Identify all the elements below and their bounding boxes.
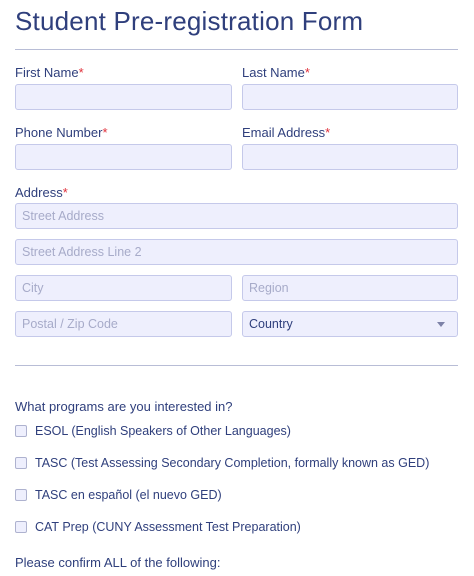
first-name-label [15,65,84,80]
country-select-value: Country [249,317,293,331]
city-input[interactable] [15,275,232,301]
email-input[interactable] [242,144,458,170]
address-label-text: Address [15,185,63,200]
last-name-label-text: Last Name [242,65,305,80]
program-option-cat-prep[interactable] [15,520,301,534]
postal-code-input[interactable] [15,311,232,337]
phone-input[interactable] [15,144,232,170]
program-option-label: TASC (Test Assessing Secondary Completion, formally known as GED) [35,456,430,470]
checkbox[interactable] [15,489,27,501]
checkbox[interactable] [15,457,27,469]
program-option-tasc-espanol[interactable] [15,488,222,502]
first-name-label-text: First Name [15,65,79,80]
phone-label-text: Phone Number [15,125,103,140]
title-divider [15,49,458,50]
street-address-input[interactable] [15,203,458,229]
required-mark: * [78,65,84,80]
required-mark: * [325,125,331,140]
checkbox[interactable] [15,425,27,437]
program-option-esol[interactable] [15,424,291,438]
phone-label [15,125,108,140]
required-mark: * [62,185,68,200]
programs-question: What programs are you interested in? [15,399,233,414]
region-input[interactable] [242,275,458,301]
last-name-input[interactable] [242,84,458,110]
street-address-line2-input[interactable] [15,239,458,265]
program-option-label: TASC en español (el nuevo GED) [35,488,222,502]
checkbox[interactable] [15,521,27,533]
first-name-input[interactable] [15,84,232,110]
required-mark: * [102,125,108,140]
country-select[interactable] [242,311,458,337]
program-option-label: ESOL (English Speakers of Other Languages) [35,424,291,438]
email-label-text: Email Address [242,125,326,140]
chevron-down-icon [437,322,445,327]
program-option-tasc[interactable] [15,456,429,470]
page-title: Student Pre-registration Form [15,6,364,36]
address-label [15,185,68,200]
last-name-label [242,65,310,80]
email-label [242,125,330,140]
confirm-question: Please confirm ALL of the following: [15,555,221,570]
program-option-label: CAT Prep (CUNY Assessment Test Preparation) [35,520,301,534]
required-mark: * [304,65,310,80]
section-divider [15,365,458,366]
